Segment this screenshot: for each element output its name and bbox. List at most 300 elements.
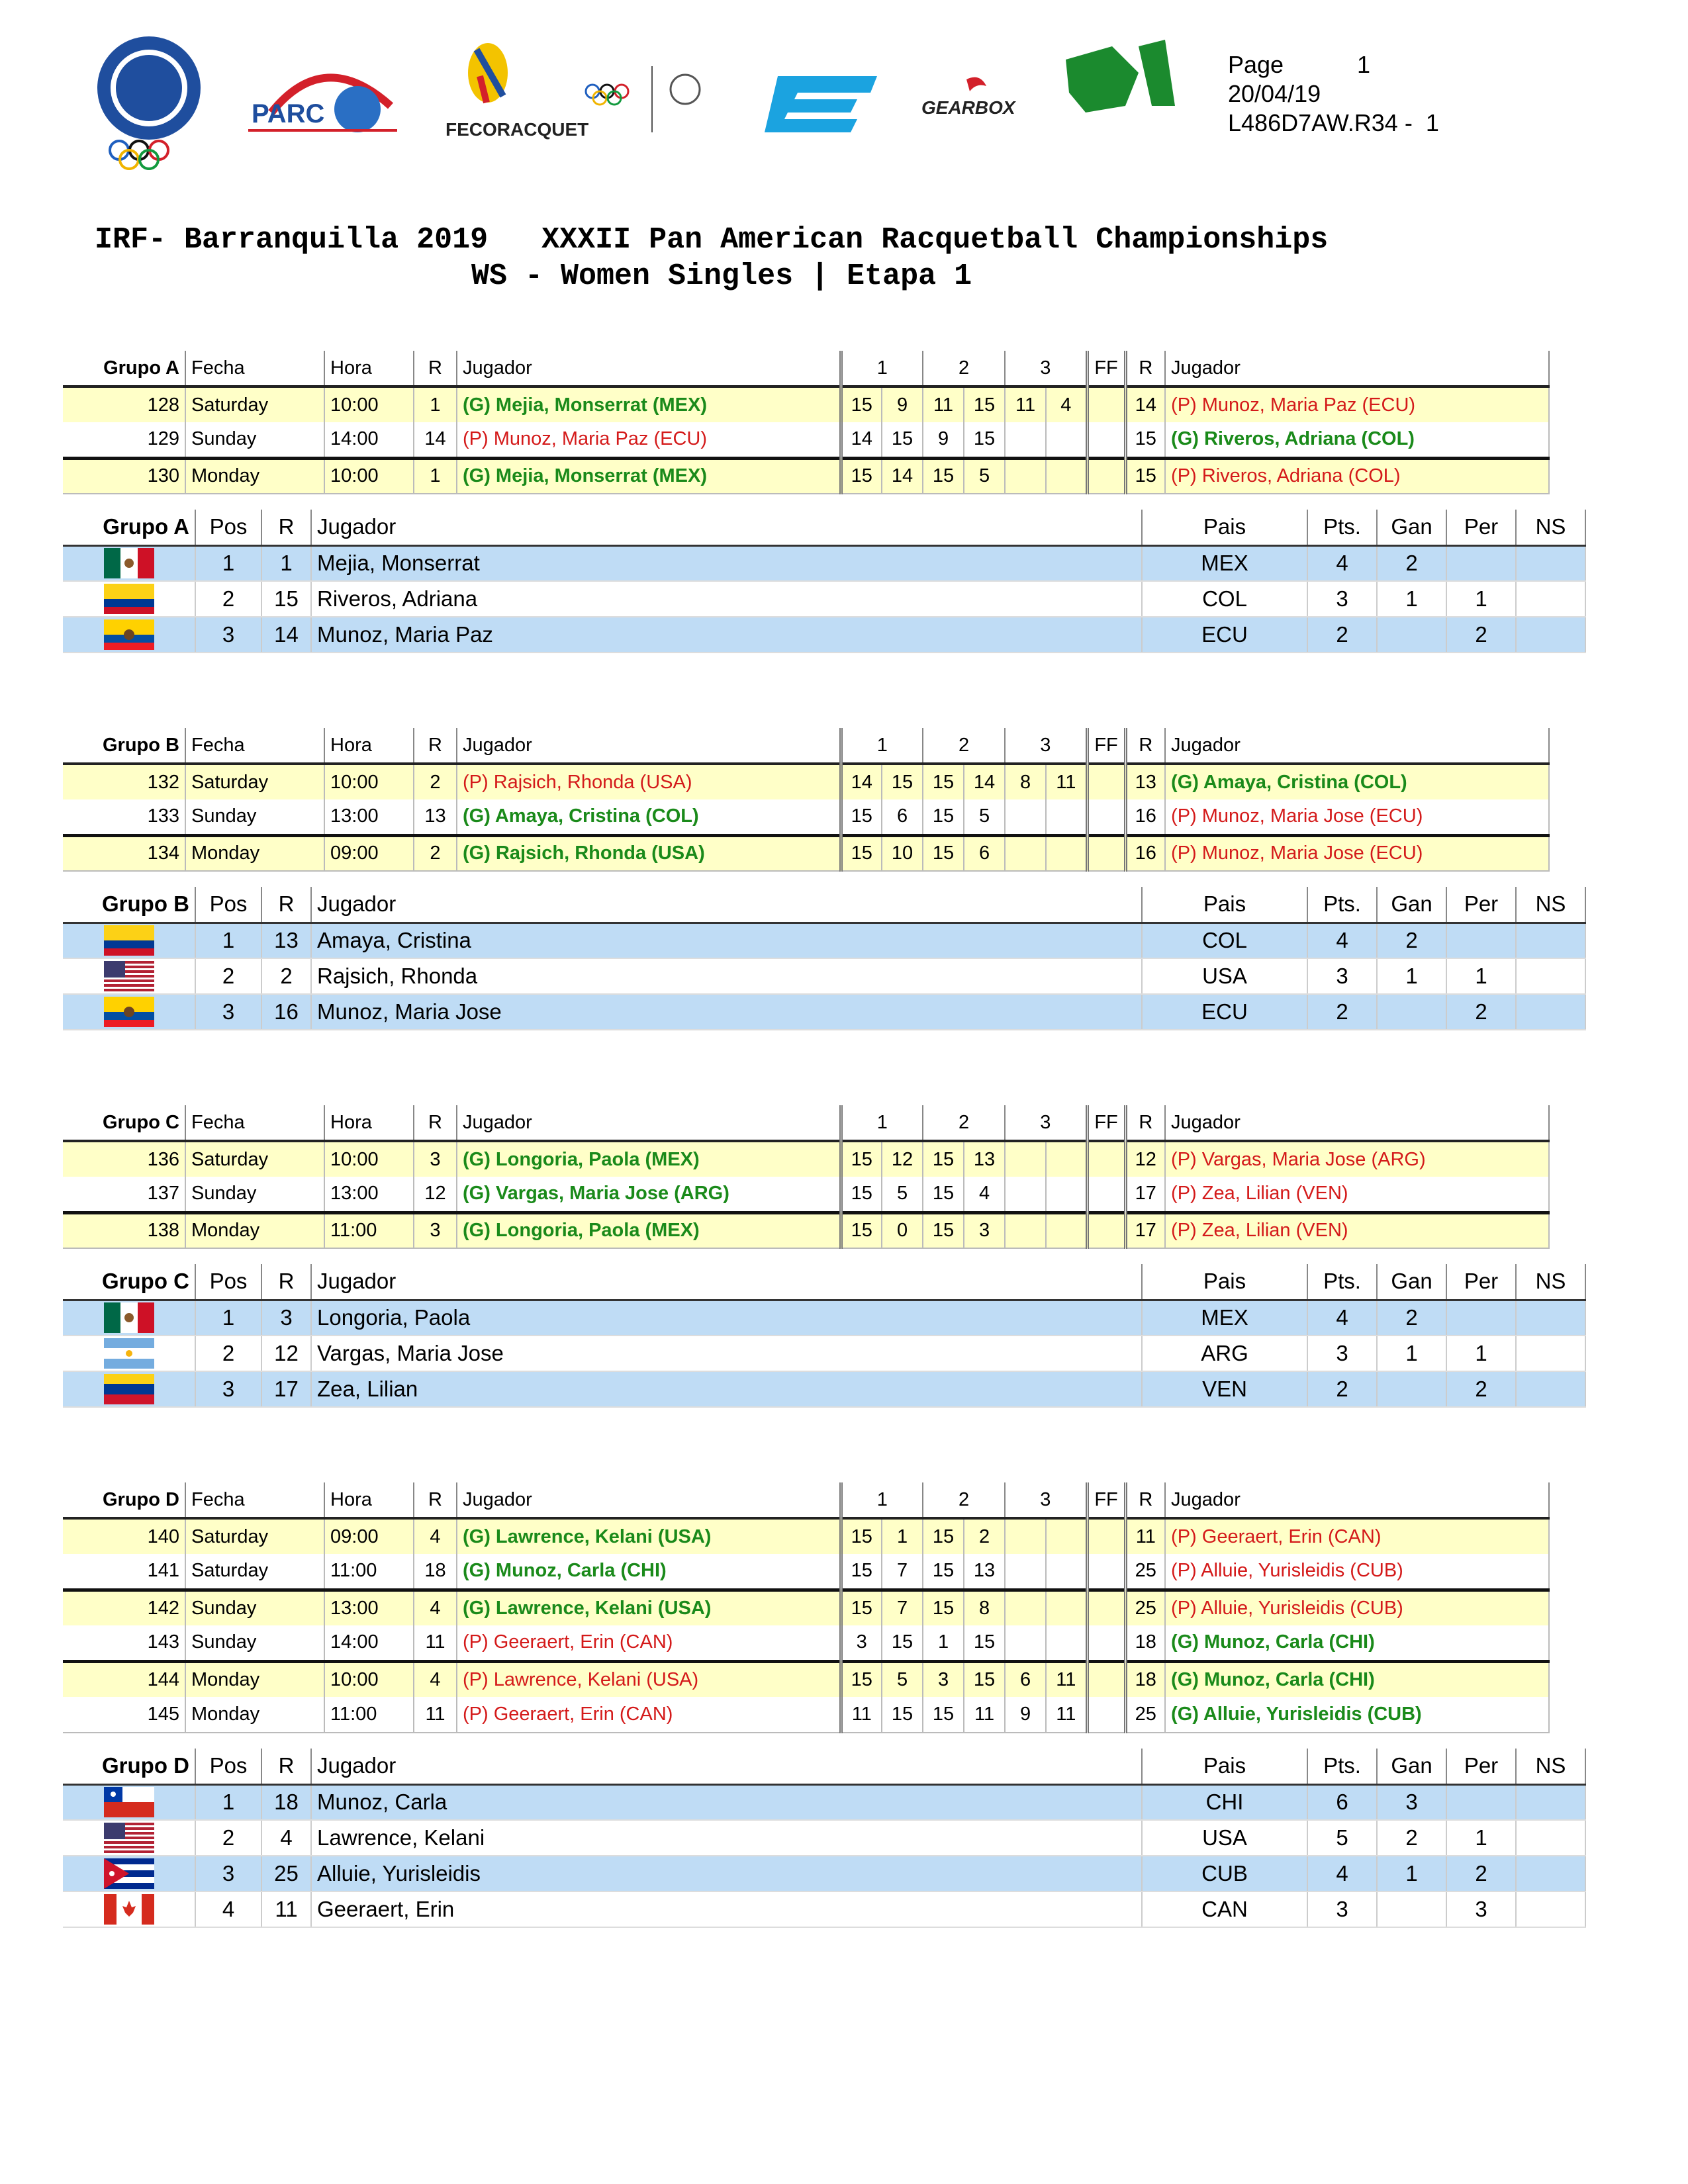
set-score: 6 <box>1005 1661 1046 1697</box>
set-score: 15 <box>841 1661 882 1697</box>
player2-name: (P) Riveros, Adriana (COL) <box>1165 458 1549 494</box>
match-number: 137 <box>63 1177 185 1212</box>
match-number: 134 <box>63 835 185 871</box>
standing-player: Munoz, Carla <box>311 1784 1142 1820</box>
match-day: Monday <box>185 1212 324 1248</box>
match-number: 136 <box>63 1141 185 1177</box>
standing-ns <box>1516 1820 1585 1856</box>
standing-country: MEX <box>1142 545 1307 581</box>
standing-lost: 1 <box>1446 1820 1516 1856</box>
flag-ven-icon <box>104 1374 154 1404</box>
set-score: 11 <box>1046 764 1087 799</box>
flag-cell <box>63 545 195 581</box>
set-score: 7 <box>882 1590 923 1625</box>
player1-name: (G) Longoria, Paola (MEX) <box>457 1141 841 1177</box>
set-score: 5 <box>882 1661 923 1697</box>
flag-cell <box>63 581 195 617</box>
match-row <box>63 1212 1549 1248</box>
standings-table <box>63 510 1586 653</box>
header-set-2: 2 <box>923 728 1005 764</box>
player1-name: (G) Rajsich, Rhonda (USA) <box>457 835 841 871</box>
player2-name: (P) Munoz, Maria Jose (ECU) <box>1165 835 1549 871</box>
standing-pos: 1 <box>195 545 261 581</box>
standing-won: 2 <box>1377 923 1446 958</box>
report-code-num: 1 <box>1425 109 1439 136</box>
player1-rank: 4 <box>414 1661 457 1697</box>
standing-won <box>1377 994 1446 1030</box>
header-hora: Hora <box>324 351 414 387</box>
standing-pos: 3 <box>195 1856 261 1891</box>
player1-rank: 1 <box>414 458 457 494</box>
page-info <box>1228 50 1439 138</box>
player2-rank: 13 <box>1125 764 1165 799</box>
header-pos: Pos <box>195 887 261 923</box>
header-jugador: Jugador <box>311 887 1142 923</box>
standing-points: 2 <box>1307 617 1377 653</box>
match-number: 129 <box>63 422 185 458</box>
set-score: 14 <box>841 422 882 458</box>
player2-rank: 17 <box>1125 1177 1165 1212</box>
flag-cell <box>63 1891 195 1927</box>
player2-name: (G) Amaya, Cristina (COL) <box>1165 764 1549 799</box>
header-gan: Gan <box>1377 510 1446 545</box>
standings-table <box>63 1264 1586 1408</box>
set-score <box>1005 458 1046 494</box>
header-jugador2: Jugador <box>1165 1105 1549 1141</box>
standings-group-label: Grupo C <box>63 1264 195 1300</box>
set-score <box>1046 1625 1087 1661</box>
player2-rank: 25 <box>1125 1554 1165 1590</box>
set-score: 15 <box>841 1212 882 1248</box>
standing-won <box>1377 1891 1446 1927</box>
player2-name: (P) Alluie, Yurisleidis (CUB) <box>1165 1554 1549 1590</box>
match-time: 13:00 <box>324 1590 414 1625</box>
header-set-3: 3 <box>1005 351 1087 387</box>
standing-ns <box>1516 1371 1585 1407</box>
header-set-3: 3 <box>1005 1482 1087 1518</box>
flag-arg-icon <box>104 1338 154 1369</box>
header-ff: FF <box>1087 1482 1125 1518</box>
standing-won: 2 <box>1377 545 1446 581</box>
standing-player: Zea, Lilian <box>311 1371 1142 1407</box>
match-row <box>63 1518 1549 1554</box>
player2-rank: 25 <box>1125 1590 1165 1625</box>
standing-won: 1 <box>1377 1856 1446 1891</box>
player2-name: (G) Munoz, Carla (CHI) <box>1165 1661 1549 1697</box>
standing-rank: 18 <box>261 1784 311 1820</box>
flag-mex-icon <box>104 548 154 578</box>
standings-header-row <box>63 1264 1585 1300</box>
standing-lost: 2 <box>1446 1371 1516 1407</box>
standing-country: CAN <box>1142 1891 1307 1927</box>
standing-rank: 1 <box>261 545 311 581</box>
header-set-2: 2 <box>923 1105 1005 1141</box>
page-label: Page <box>1228 51 1284 78</box>
header-jugador: Jugador <box>311 510 1142 545</box>
standing-points: 4 <box>1307 1856 1377 1891</box>
flag-cell <box>63 958 195 994</box>
eforce-logo <box>758 63 884 142</box>
player1-rank: 2 <box>414 764 457 799</box>
header-ff: FF <box>1087 351 1125 387</box>
header-jugador: Jugador <box>311 1749 1142 1784</box>
flag-chi-icon <box>104 1787 154 1817</box>
parc-logo <box>245 60 404 146</box>
standing-ns <box>1516 958 1585 994</box>
standing-points: 3 <box>1307 581 1377 617</box>
standing-country: ECU <box>1142 617 1307 653</box>
match-row <box>63 458 1549 494</box>
header-gan: Gan <box>1377 1749 1446 1784</box>
match-table <box>63 1482 1550 1733</box>
standings-row <box>63 923 1585 958</box>
header-hora: Hora <box>324 1105 414 1141</box>
set-score: 6 <box>882 799 923 835</box>
set-score: 5 <box>882 1177 923 1212</box>
standing-country: MEX <box>1142 1300 1307 1336</box>
header-jugador: Jugador <box>457 728 841 764</box>
player2-name: (P) Vargas, Maria Jose (ARG) <box>1165 1141 1549 1177</box>
set-score <box>1005 1518 1046 1554</box>
match-number: 145 <box>63 1697 185 1733</box>
match-day: Saturday <box>185 387 324 422</box>
match-number: 130 <box>63 458 185 494</box>
set-score: 11 <box>841 1697 882 1733</box>
standing-pos: 2 <box>195 581 261 617</box>
player1-name: (G) Longoria, Paola (MEX) <box>457 1212 841 1248</box>
standing-won: 1 <box>1377 958 1446 994</box>
gearbox-logo <box>914 73 1033 132</box>
standing-ns <box>1516 1300 1585 1336</box>
header-r2: R <box>1125 1482 1165 1518</box>
standing-player: Rajsich, Rhonda <box>311 958 1142 994</box>
standing-ns <box>1516 1336 1585 1371</box>
forfeit <box>1087 1625 1125 1661</box>
standing-country: ARG <box>1142 1336 1307 1371</box>
forfeit <box>1087 458 1125 494</box>
standing-rank: 12 <box>261 1336 311 1371</box>
header-hora: Hora <box>324 728 414 764</box>
set-score <box>1046 1177 1087 1212</box>
header-r: R <box>261 1749 311 1784</box>
set-score: 15 <box>882 1697 923 1733</box>
standing-country: USA <box>1142 1820 1307 1856</box>
header-pts: Pts. <box>1307 1749 1377 1784</box>
player1-name: (P) Rajsich, Rhonda (USA) <box>457 764 841 799</box>
header-pais: Pais <box>1142 1749 1307 1784</box>
match-header-row <box>63 1482 1549 1518</box>
standing-won: 1 <box>1377 581 1446 617</box>
player1-name: (P) Geeraert, Erin (CAN) <box>457 1625 841 1661</box>
match-row <box>63 387 1549 422</box>
player2-rank: 16 <box>1125 835 1165 871</box>
standing-points: 4 <box>1307 1300 1377 1336</box>
flag-cell <box>63 1784 195 1820</box>
header-set-1: 1 <box>841 728 923 764</box>
player2-name: (P) Zea, Lilian (VEN) <box>1165 1212 1549 1248</box>
set-score: 13 <box>964 1141 1005 1177</box>
standing-lost: 2 <box>1446 1856 1516 1891</box>
header-r: R <box>414 1105 457 1141</box>
set-score: 13 <box>964 1554 1005 1590</box>
player1-name: (G) Lawrence, Kelani (USA) <box>457 1590 841 1625</box>
player2-name: (G) Munoz, Carla (CHI) <box>1165 1625 1549 1661</box>
match-row <box>63 1590 1549 1625</box>
header-per: Per <box>1446 510 1516 545</box>
set-score: 7 <box>882 1554 923 1590</box>
match-time: 13:00 <box>324 799 414 835</box>
header-pts: Pts. <box>1307 887 1377 923</box>
set-score: 15 <box>923 799 964 835</box>
match-time: 10:00 <box>324 764 414 799</box>
match-day: Sunday <box>185 1590 324 1625</box>
set-score: 15 <box>882 422 923 458</box>
player1-name: (G) Mejia, Monserrat (MEX) <box>457 387 841 422</box>
header-jugador: Jugador <box>457 1482 841 1518</box>
set-score <box>1046 1212 1087 1248</box>
set-score: 14 <box>841 764 882 799</box>
header-ns: NS <box>1516 1264 1585 1300</box>
standing-ns <box>1516 923 1585 958</box>
forfeit <box>1087 387 1125 422</box>
set-score: 0 <box>882 1212 923 1248</box>
set-score: 15 <box>923 458 964 494</box>
standing-pos: 3 <box>195 994 261 1030</box>
match-row <box>63 1697 1549 1733</box>
player2-rank: 15 <box>1125 422 1165 458</box>
header-pos: Pos <box>195 1749 261 1784</box>
standing-country: CHI <box>1142 1784 1307 1820</box>
match-table <box>63 351 1550 494</box>
set-score: 15 <box>923 1590 964 1625</box>
standing-lost <box>1446 545 1516 581</box>
set-score <box>1005 835 1046 871</box>
standing-player: Alluie, Yurisleidis <box>311 1856 1142 1891</box>
flag-ecu-icon <box>104 997 154 1027</box>
forfeit <box>1087 1554 1125 1590</box>
standing-rank: 17 <box>261 1371 311 1407</box>
player2-name: (G) Alluie, Yurisleidis (CUB) <box>1165 1697 1549 1733</box>
player1-rank: 12 <box>414 1177 457 1212</box>
forfeit <box>1087 1212 1125 1248</box>
player1-name: (G) Munoz, Carla (CHI) <box>457 1554 841 1590</box>
standing-lost <box>1446 1300 1516 1336</box>
standings-row <box>63 1856 1585 1891</box>
standing-points: 3 <box>1307 958 1377 994</box>
set-score: 15 <box>841 1141 882 1177</box>
header-fecha: Fecha <box>185 351 324 387</box>
flag-cell <box>63 994 195 1030</box>
header-hora: Hora <box>324 1482 414 1518</box>
set-score: 15 <box>841 1554 882 1590</box>
set-score <box>1005 1554 1046 1590</box>
set-score <box>1046 1518 1087 1554</box>
standing-pos: 2 <box>195 1336 261 1371</box>
player2-name: (P) Munoz, Maria Paz (ECU) <box>1165 387 1549 422</box>
forfeit <box>1087 1697 1125 1733</box>
flag-cell <box>63 1300 195 1336</box>
header-set-2: 2 <box>923 351 1005 387</box>
standings-header-row <box>63 510 1585 545</box>
forfeit <box>1087 1141 1125 1177</box>
match-row <box>63 422 1549 458</box>
set-score: 15 <box>841 1590 882 1625</box>
header-set-3: 3 <box>1005 1105 1087 1141</box>
set-score <box>1005 422 1046 458</box>
match-day: Sunday <box>185 1177 324 1212</box>
header-pts: Pts. <box>1307 1264 1377 1300</box>
standing-player: Longoria, Paola <box>311 1300 1142 1336</box>
standing-rank: 4 <box>261 1820 311 1856</box>
set-score: 3 <box>923 1661 964 1697</box>
group-label: Grupo B <box>63 728 185 764</box>
standing-points: 2 <box>1307 994 1377 1030</box>
set-score <box>1046 422 1087 458</box>
set-score: 8 <box>964 1590 1005 1625</box>
header-jugador2: Jugador <box>1165 351 1549 387</box>
player2-name: (G) Riveros, Adriana (COL) <box>1165 422 1549 458</box>
player2-name: (P) Zea, Lilian (VEN) <box>1165 1177 1549 1212</box>
forfeit <box>1087 1518 1125 1554</box>
set-score: 15 <box>841 387 882 422</box>
standing-rank: 16 <box>261 994 311 1030</box>
standing-pos: 2 <box>195 1820 261 1856</box>
flag-cell <box>63 1336 195 1371</box>
match-time: 11:00 <box>324 1554 414 1590</box>
match-number: 138 <box>63 1212 185 1248</box>
match-number: 144 <box>63 1661 185 1697</box>
standing-player: Amaya, Cristina <box>311 923 1142 958</box>
standing-ns <box>1516 994 1585 1030</box>
standing-ns <box>1516 545 1585 581</box>
set-score <box>1005 1590 1046 1625</box>
header-gan: Gan <box>1377 887 1446 923</box>
set-score: 14 <box>882 458 923 494</box>
player1-rank: 3 <box>414 1141 457 1177</box>
player1-rank: 11 <box>414 1625 457 1661</box>
standing-player: Riveros, Adriana <box>311 581 1142 617</box>
standing-player: Lawrence, Kelani <box>311 1820 1142 1856</box>
standing-won <box>1377 1371 1446 1407</box>
flag-usa-icon <box>104 961 154 991</box>
sponsor-logos <box>79 26 1192 179</box>
standing-country: COL <box>1142 923 1307 958</box>
standing-won: 3 <box>1377 1784 1446 1820</box>
match-day: Monday <box>185 458 324 494</box>
set-score: 15 <box>923 835 964 871</box>
set-score <box>1046 1590 1087 1625</box>
match-time: 11:00 <box>324 1697 414 1733</box>
set-score <box>1005 799 1046 835</box>
standing-rank: 2 <box>261 958 311 994</box>
standing-lost: 3 <box>1446 1891 1516 1927</box>
header-per: Per <box>1446 1264 1516 1300</box>
standings-header-row <box>63 1749 1585 1784</box>
match-table <box>63 728 1550 872</box>
standing-ns <box>1516 581 1585 617</box>
player1-rank: 2 <box>414 835 457 871</box>
header-pos: Pos <box>195 510 261 545</box>
set-score: 3 <box>964 1212 1005 1248</box>
fecoracquet-logo <box>440 36 589 162</box>
set-score: 11 <box>1046 1661 1087 1697</box>
player1-rank: 13 <box>414 799 457 835</box>
group-label: Grupo D <box>63 1482 185 1518</box>
set-score: 14 <box>964 764 1005 799</box>
standing-points: 4 <box>1307 923 1377 958</box>
set-score: 11 <box>1005 387 1046 422</box>
flag-can-icon <box>104 1894 154 1925</box>
set-score: 15 <box>923 1212 964 1248</box>
header-ns: NS <box>1516 1749 1585 1784</box>
report-date: 20/04/19 <box>1228 80 1321 107</box>
standing-pos: 1 <box>195 923 261 958</box>
standings-row <box>63 545 1585 581</box>
match-time: 09:00 <box>324 1518 414 1554</box>
header-r: R <box>414 728 457 764</box>
match-day: Saturday <box>185 1518 324 1554</box>
match-number: 140 <box>63 1518 185 1554</box>
svg-text:FECORACQUET: FECORACQUET <box>445 119 589 140</box>
set-score: 10 <box>882 835 923 871</box>
player1-name: (P) Munoz, Maria Paz (ECU) <box>457 422 841 458</box>
set-score: 15 <box>882 764 923 799</box>
set-score: 11 <box>1046 1697 1087 1733</box>
player1-rank: 3 <box>414 1212 457 1248</box>
match-time: 10:00 <box>324 458 414 494</box>
header-set-1: 1 <box>841 351 923 387</box>
flag-cell <box>63 617 195 653</box>
standing-rank: 15 <box>261 581 311 617</box>
player1-name: (G) Mejia, Monserrat (MEX) <box>457 458 841 494</box>
standing-rank: 14 <box>261 617 311 653</box>
standing-player: Vargas, Maria Jose <box>311 1336 1142 1371</box>
player2-rank: 12 <box>1125 1141 1165 1177</box>
player1-name: (G) Vargas, Maria Jose (ARG) <box>457 1177 841 1212</box>
set-score <box>1005 1141 1046 1177</box>
match-header-row <box>63 728 1549 764</box>
set-score: 15 <box>923 764 964 799</box>
standing-ns <box>1516 1784 1585 1820</box>
standing-player: Munoz, Maria Paz <box>311 617 1142 653</box>
set-score <box>1005 1177 1046 1212</box>
standings-group-label: Grupo B <box>63 887 195 923</box>
match-row <box>63 1177 1549 1212</box>
player2-rank: 18 <box>1125 1661 1165 1697</box>
set-score: 5 <box>964 458 1005 494</box>
standing-ns <box>1516 617 1585 653</box>
standings-row <box>63 1891 1585 1927</box>
player1-name: (P) Lawrence, Kelani (USA) <box>457 1661 841 1697</box>
standing-points: 3 <box>1307 1891 1377 1927</box>
match-time: 11:00 <box>324 1212 414 1248</box>
header-jugador: Jugador <box>311 1264 1142 1300</box>
header-jugador: Jugador <box>457 351 841 387</box>
standing-lost: 2 <box>1446 994 1516 1030</box>
header-per: Per <box>1446 887 1516 923</box>
set-score: 3 <box>841 1625 882 1661</box>
svg-text:GEARBOX: GEARBOX <box>921 97 1015 118</box>
header-jugador2: Jugador <box>1165 728 1549 764</box>
match-row <box>63 1141 1549 1177</box>
standing-country: ECU <box>1142 994 1307 1030</box>
header-pais: Pais <box>1142 510 1307 545</box>
header-pos: Pos <box>195 1264 261 1300</box>
standing-lost <box>1446 1784 1516 1820</box>
standings-group-label: Grupo D <box>63 1749 195 1784</box>
header-pais: Pais <box>1142 887 1307 923</box>
standings-row <box>63 1784 1585 1820</box>
